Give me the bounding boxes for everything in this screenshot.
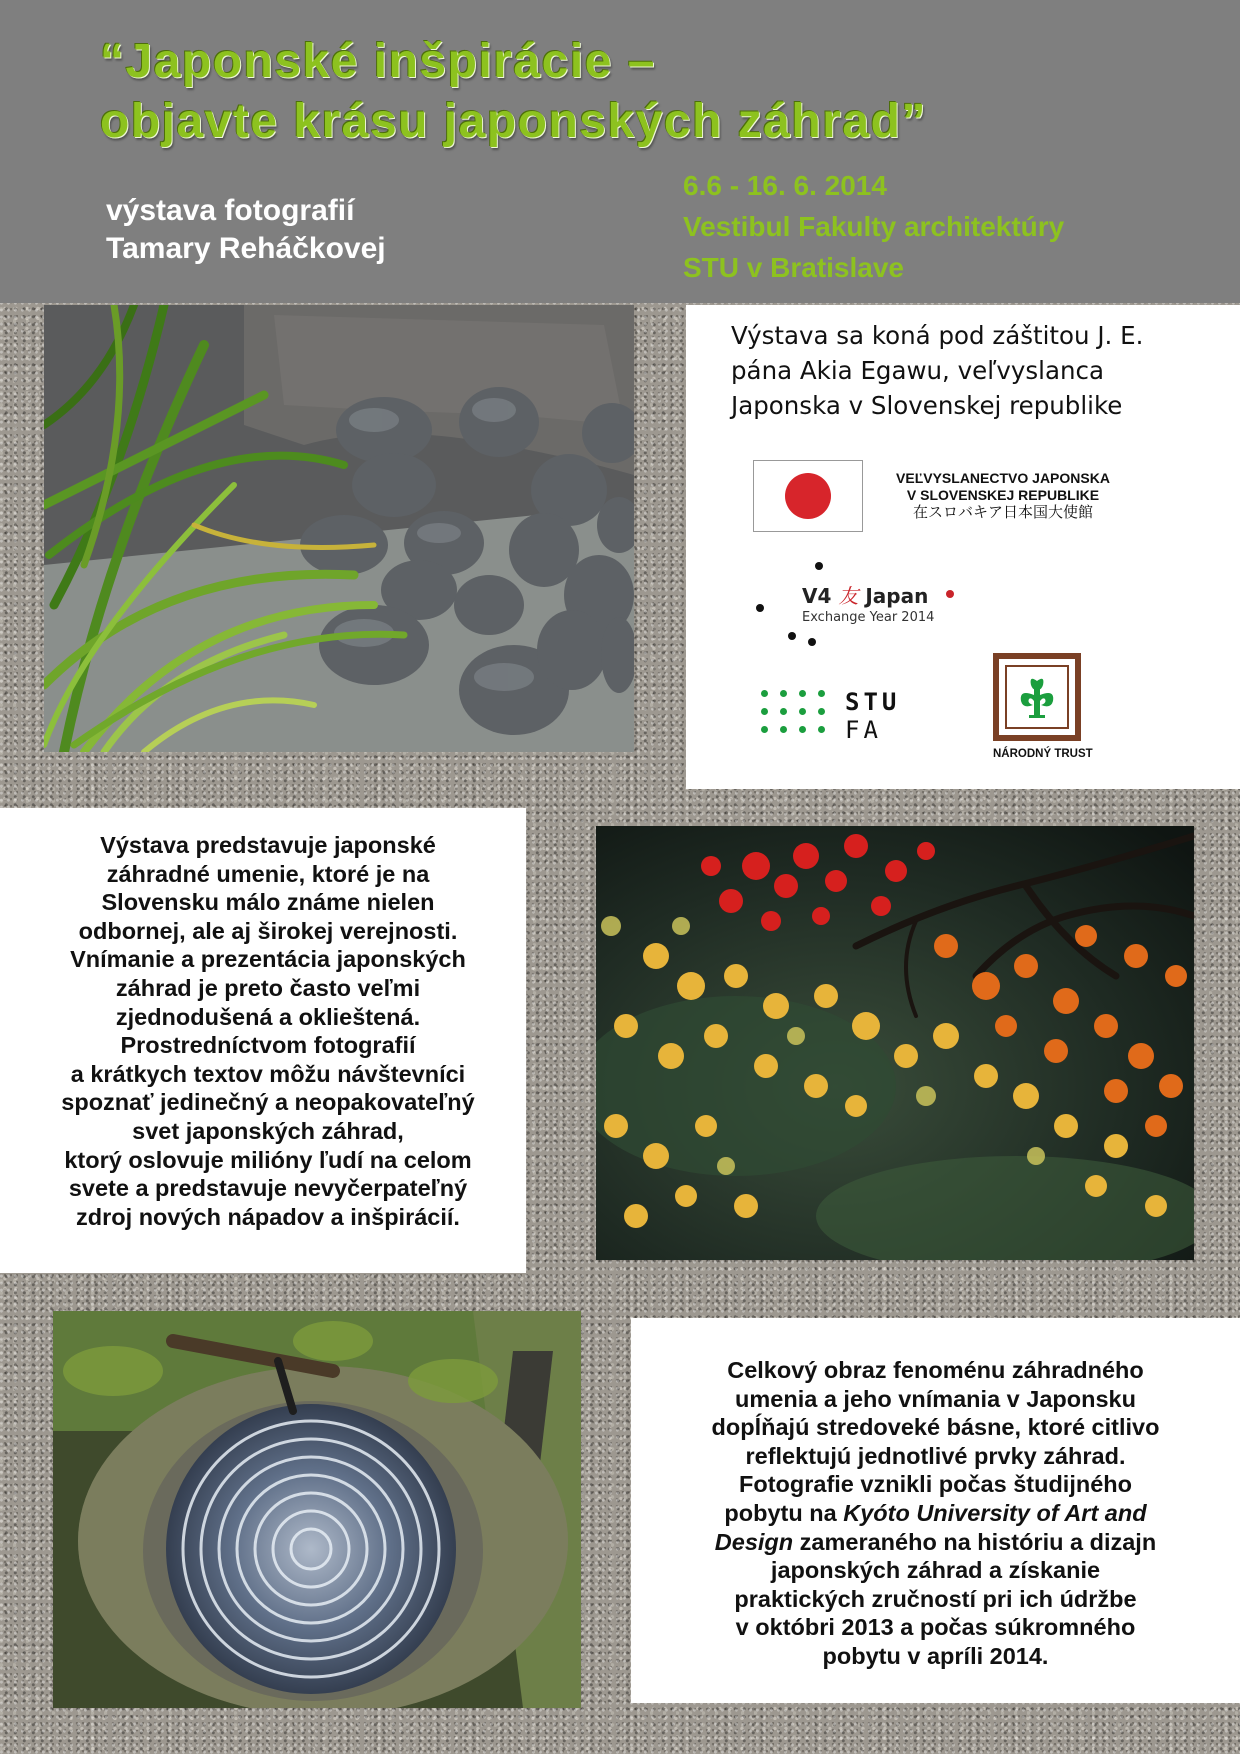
embassy-name-line-1: VEĽVYSLANECTVO JAPONSKA bbox=[896, 470, 1110, 486]
embassy-name bbox=[873, 470, 1133, 521]
narodny-trust-logo bbox=[993, 653, 1093, 760]
closing-line: Celkový obraz fenoménu záhradného bbox=[727, 1357, 1144, 1383]
intro-text bbox=[0, 831, 536, 1231]
closing-line: japonských záhrad a získanie bbox=[770, 1557, 1101, 1584]
maple-photo bbox=[596, 826, 1194, 1260]
intro-line: Prostredníctvom fotografií bbox=[120, 1032, 416, 1059]
author-line-2: Tamary Reháčkovej bbox=[106, 232, 386, 265]
intro-line: ktorý oslovuje milióny ľudí na celom bbox=[64, 1146, 472, 1173]
closing-line: Design zameraného na históriu a dizajn bbox=[714, 1528, 1157, 1555]
venue-line-1: Vestibul Fakulty architektúry bbox=[683, 211, 1065, 242]
intro-line: odbornej, ale aj širokej verejnosti. bbox=[78, 917, 458, 944]
closing-line: umenia a jeho vnímania v Japonsku bbox=[735, 1385, 1136, 1412]
event-dates: 6.6 - 16. 6. 2014 bbox=[683, 170, 887, 201]
stu-label: STU bbox=[845, 688, 901, 716]
exhibition-author bbox=[106, 192, 386, 268]
header-banner bbox=[0, 0, 1240, 303]
intro-line: záhradné umenie, ktoré je na bbox=[106, 860, 430, 887]
stu-fa-text bbox=[845, 688, 900, 744]
closing-line: Fotografie vznikli počas študijného bbox=[738, 1471, 1133, 1498]
trust-emblem-icon bbox=[993, 653, 1081, 741]
poster-title bbox=[100, 32, 927, 152]
v4-japan-logo bbox=[750, 558, 990, 658]
closing-text bbox=[631, 1356, 1240, 1671]
closing-line: pobytu na Kyóto University of Art and bbox=[724, 1499, 1147, 1526]
university-name: Kyóto University of Art and bbox=[843, 1499, 1147, 1526]
closing-line: pobytu v apríli 2014. bbox=[822, 1642, 1049, 1669]
intro-line: Slovensku málo známe nielen bbox=[101, 889, 435, 916]
intro-line: Výstava predstavuje japonské bbox=[100, 832, 436, 858]
patronage-line-2: pána Akia Egawu, veľvyslanca bbox=[731, 356, 1104, 385]
embassy-name-japanese: 在スロバキア日本国大使館 bbox=[912, 503, 1093, 521]
intro-line: záhrad je preto často veľmi bbox=[115, 974, 421, 1001]
event-info bbox=[683, 165, 1064, 288]
intro-line: a krátkych textov môžu návštevníci bbox=[70, 1060, 466, 1087]
intro-line: svete a predstavuje nevyčerpateľný bbox=[68, 1175, 468, 1202]
water-basin-photo bbox=[53, 1311, 581, 1708]
intro-line: Vnímanie a prezentácia japonských bbox=[70, 946, 466, 973]
title-line-2: objavte krásu japonských záhrad” bbox=[100, 95, 927, 148]
trust-label: NÁRODNÝ TRUST bbox=[993, 748, 1093, 760]
v4-japan-title: V4 友 Japan bbox=[802, 584, 929, 608]
fa-label: FA bbox=[845, 716, 882, 744]
closing-line: v októbri 2013 a počas súkromného bbox=[735, 1614, 1136, 1641]
japan-flag-icon bbox=[753, 460, 863, 532]
closing-line: praktických zručností pri ich údržbe bbox=[734, 1585, 1137, 1612]
stu-dots-icon bbox=[761, 688, 827, 742]
intro-line: zjednodušená a oklieštená. bbox=[115, 1003, 421, 1030]
patronage-line-3: Japonska v Slovenskej republike bbox=[731, 391, 1123, 420]
intro-line: spoznať jedinečný a neopakovateľný bbox=[61, 1089, 475, 1116]
v4-japan-subtitle: Exchange Year 2014 bbox=[802, 610, 935, 625]
closing-line: reflektujú jednotlivé prvky záhrad. bbox=[745, 1442, 1126, 1469]
patronage-text bbox=[731, 318, 1191, 423]
patronage-line-1: Výstava sa koná pod záštitou J. E. bbox=[731, 321, 1144, 350]
embassy-name-line-2: V SLOVENSKEJ REPUBLIKE bbox=[906, 487, 1100, 503]
university-name-cont: Design bbox=[714, 1528, 794, 1555]
venue-line-2: STU v Bratislave bbox=[683, 252, 904, 283]
stones-photo bbox=[44, 305, 634, 752]
intro-line: zdroj nových nápadov a inšpirácií. bbox=[76, 1203, 460, 1230]
title-line-1: “Japonské inšpirácie – bbox=[100, 35, 656, 88]
stu-fa-logo bbox=[761, 688, 921, 748]
intro-line: svet japonských záhrad, bbox=[132, 1117, 404, 1144]
closing-line: dopĺňajú stredoveké básne, ktoré citlivo bbox=[711, 1414, 1160, 1441]
author-line-1: výstava fotografií bbox=[106, 194, 355, 227]
